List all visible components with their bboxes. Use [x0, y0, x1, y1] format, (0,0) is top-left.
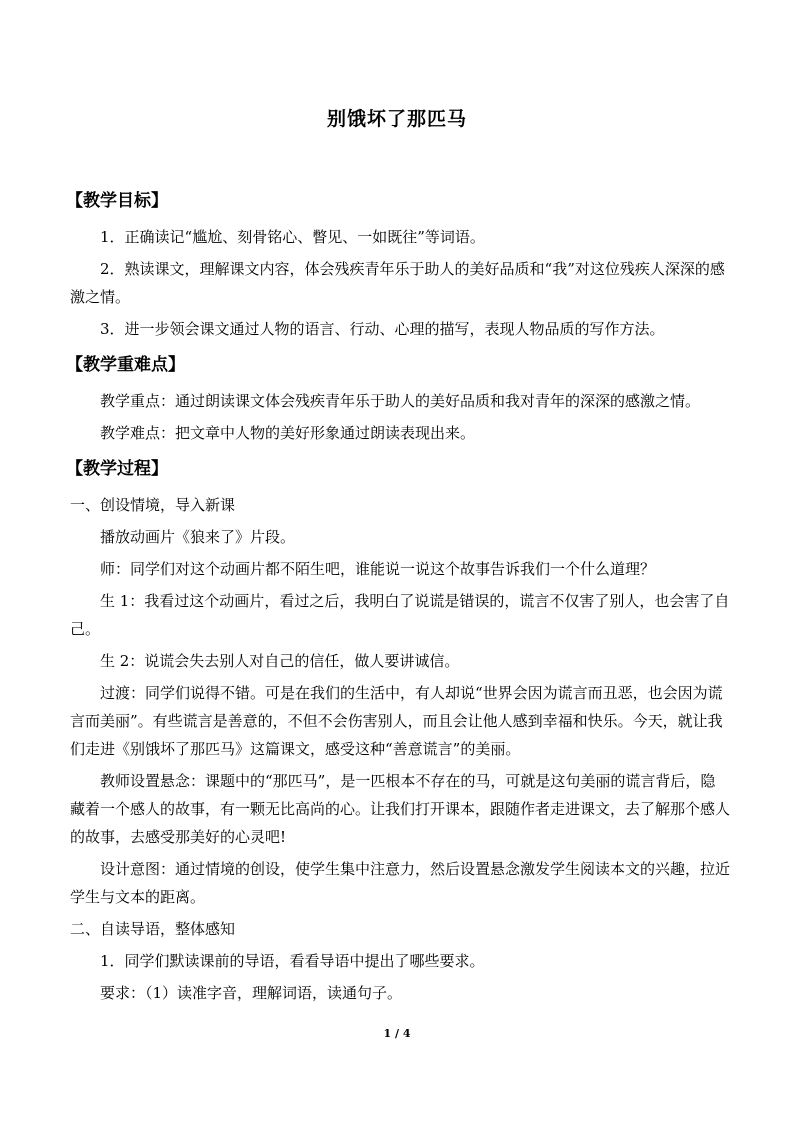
section-heading-goals: 【教学目标】 [66, 191, 168, 211]
key-point-difficulty: 教学难点：把文章中人物的美好形象通过朗读表现出来。 [100, 424, 476, 442]
goal-item-1: 1．正确读记“尴尬、刻骨铭心、瞥见、一如既往”等词语。 [100, 228, 485, 246]
key-point-focus: 教学重点：通过朗读课文体会残疾青年乐于助人的美好品质和我对青年的深深的感激之情。 [100, 392, 701, 410]
process-step-1-title: 一、创设情境，导入新课 [70, 496, 236, 514]
process-step-1-paragraph: 播放动画片《狼来了》片段。 [100, 528, 296, 546]
process-step-2-title: 二、自读导语，整体感知 [70, 920, 236, 938]
section-heading-key-points: 【教学重难点】 [66, 355, 185, 375]
process-step-1-paragraph: 过渡：同学们说得不错。可是在我们的生活中，有人却说“世界会因为谎言而丑恶，也会因为谎言而美丽”。有些谎言是善意的，不但不会伤害别人，而且会让他人感到幸福和快乐。今天，就让我们走进《别饿坏了那匹马》这篇课文，感受这种“善意谎言”的美丽。 [70, 684, 723, 758]
process-step-1-paragraph: 师：同学们对这个动画片都不陌生吧，谁能说一说这个故事告诉我们一个什么道理？ [100, 560, 656, 578]
process-step-1-paragraph: 生 2：说谎会失去别人对自己的信任，做人要讲诚信。 [100, 652, 460, 670]
document-body [66, 183, 731, 1011]
process-step-1-paragraph: 设计意图：通过情境的创设，使学生集中注意力，然后设置悬念激发学生阅读本文的兴趣，拉近学生与文本的距离。 [70, 860, 731, 906]
document-title: 别饿坏了那匹马 [326, 108, 467, 130]
process-step-1-paragraph: 教师设置悬念：课题中的“那匹马”，是一匹根本不存在的马，可就是这句美丽的谎言背后，隐藏着一个感人的故事，有一颗无比高尚的心。让我们打开课本，跟随作者走进课文，去了解那个感人的故事，去感受那美好的心灵吧! [70, 772, 731, 846]
process-step-2-paragraph: 要求：（1）读准字音，理解词语，读通句子。 [100, 984, 403, 1002]
goal-item-2: 2．熟读课文，理解课文内容，体会残疾青年乐于助人的美好品质和“我”对这位残疾人深深的感激之情。 [70, 260, 725, 306]
section-heading-process: 【教学过程】 [66, 459, 168, 479]
goal-item-3: 3．进一步领会课文通过人物的语言、行动、心理的描写，表现人物品质的写作方法。 [100, 320, 665, 338]
process-step-2-paragraph: 1．同学们默读课前的导语，看看导语中提出了哪些要求。 [100, 952, 485, 970]
page-number: 1 / 4 [383, 1027, 411, 1040]
process-step-1-paragraph: 生 1：我看过这个动画片，看过之后，我明白了说谎是错误的，谎言不仅害了别人，也会害了自己。 [70, 592, 730, 638]
